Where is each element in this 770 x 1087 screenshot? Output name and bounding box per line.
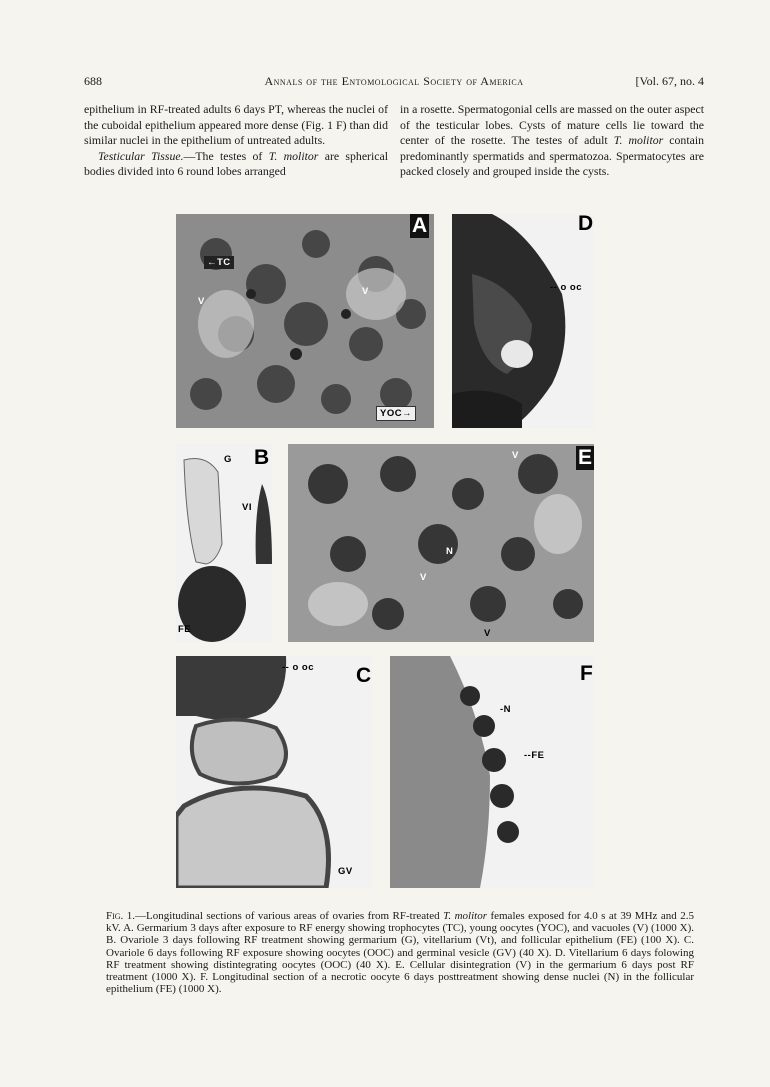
micrograph-f [390,656,594,888]
figure-panel-b [176,444,272,642]
micrograph-b [176,444,272,642]
paragraph-testicular [84,149,388,180]
annotation-gv: GV [338,866,353,877]
micrograph-a [176,214,434,428]
annotation-v: V [362,286,369,297]
annotation-v: V [198,296,205,307]
annotation-yoc: YOC→ [376,406,416,421]
annotation-g: G [224,454,232,465]
species-name: T. molitor [613,133,664,148]
figure-panel-d [452,214,594,428]
species-name: T. molitor [268,148,319,163]
panel-label-e: E [578,446,593,469]
panel-label-d: D [578,212,594,235]
running-head [84,74,704,90]
paragraph-text: contain predominantly spermatids and spermatozoa. Spermatocytes are packed closely and grouped inside the cysts. [400,133,705,179]
figure-panel-c [176,656,372,888]
paragraph-text: in a rosette. Spermatogonial cells are massed on the outer aspect of the testicular lobes. Cysts of mature cells lie toward the center of the rosette. The testes of adult [400,102,704,148]
annotation-fe: --FE [524,750,545,761]
figure-panel-f [390,656,594,888]
annotation-tc: ←TC [204,256,234,269]
figure-label: Fig. 1. [106,910,136,922]
caption-text: —Longitudinal sections of various areas of ovaries from RF-treated [135,910,444,922]
figure-caption [106,910,694,995]
volume-info: [Vol. 67, no. 4 [635,74,704,88]
panel-label-f: F [580,662,593,685]
micrograph-c [176,656,372,888]
annotation-v: V [484,628,491,639]
panel-label-b: B [254,446,270,469]
panel-label-c: C [356,664,372,687]
text-column-right [400,102,704,180]
paragraph-epithelium: epithelium in RF-treated adults 6 days PT, whereas the nuclei of the cuboidal epithelium appeared more dense (Fig. 1 F) than did similar nuclei in the epithelium of untreated adults. [84,102,388,148]
caption-text: females exposed for 4.0 s at 39 MHz and 2.5 kV. A. Germarium 3 days after exposure to RF energy showing trophocytes (TC), young oocytes (YOC), and vacuoles (V) (1000 X). B. Ovariole 3 days following RF treatment showing germarium (G), vitellarium (Vt), and follicular epithelium (FE) (100 X). C. Ovariole 6 days following RF exposure showing oocytes (OOC) and germinal vesicle (GV) (40 X). D. Vitellarium 6 days folowing RF treatment showing distintegrating oocytes (OOC) (40 X). E. Cellular disintegration (V) in the germarium 6 days post RF treatment (1000 X). F. Longitudinal section of a necrotic oocyte 6 days posttreatment showing dense nuclei (N) in the follicular epithelium (FE) (1000 X). [106,910,694,996]
paragraph-text: are spherical bodies divided into 6 round lobes arranged [84,148,389,179]
panel-label-a: A [412,214,428,237]
figure-panel-e [288,444,594,642]
annotation-v: V [420,572,427,583]
species-name: T. molitor [443,910,487,922]
journal-title: Annals of the Entomological Society of America [264,74,524,88]
page-number: 688 [84,74,102,88]
section-heading: Testicular Tissue. [98,148,184,163]
annotation-fe: FE [178,624,192,635]
paragraph-text: —The testes of [183,148,269,163]
annotation-ooc: -- o oc [282,662,314,673]
annotation-ooc: -- o oc [550,282,582,293]
paragraph-rosette [400,102,704,180]
text-column-left [84,102,388,180]
micrograph-e [288,444,594,642]
figure-panel-a [176,214,434,428]
micrograph-d [452,214,594,428]
annotation-n: -N [500,704,512,715]
annotation-n: N [446,546,454,557]
annotation-v: V [512,450,519,461]
annotation-vt: VI [242,502,252,513]
